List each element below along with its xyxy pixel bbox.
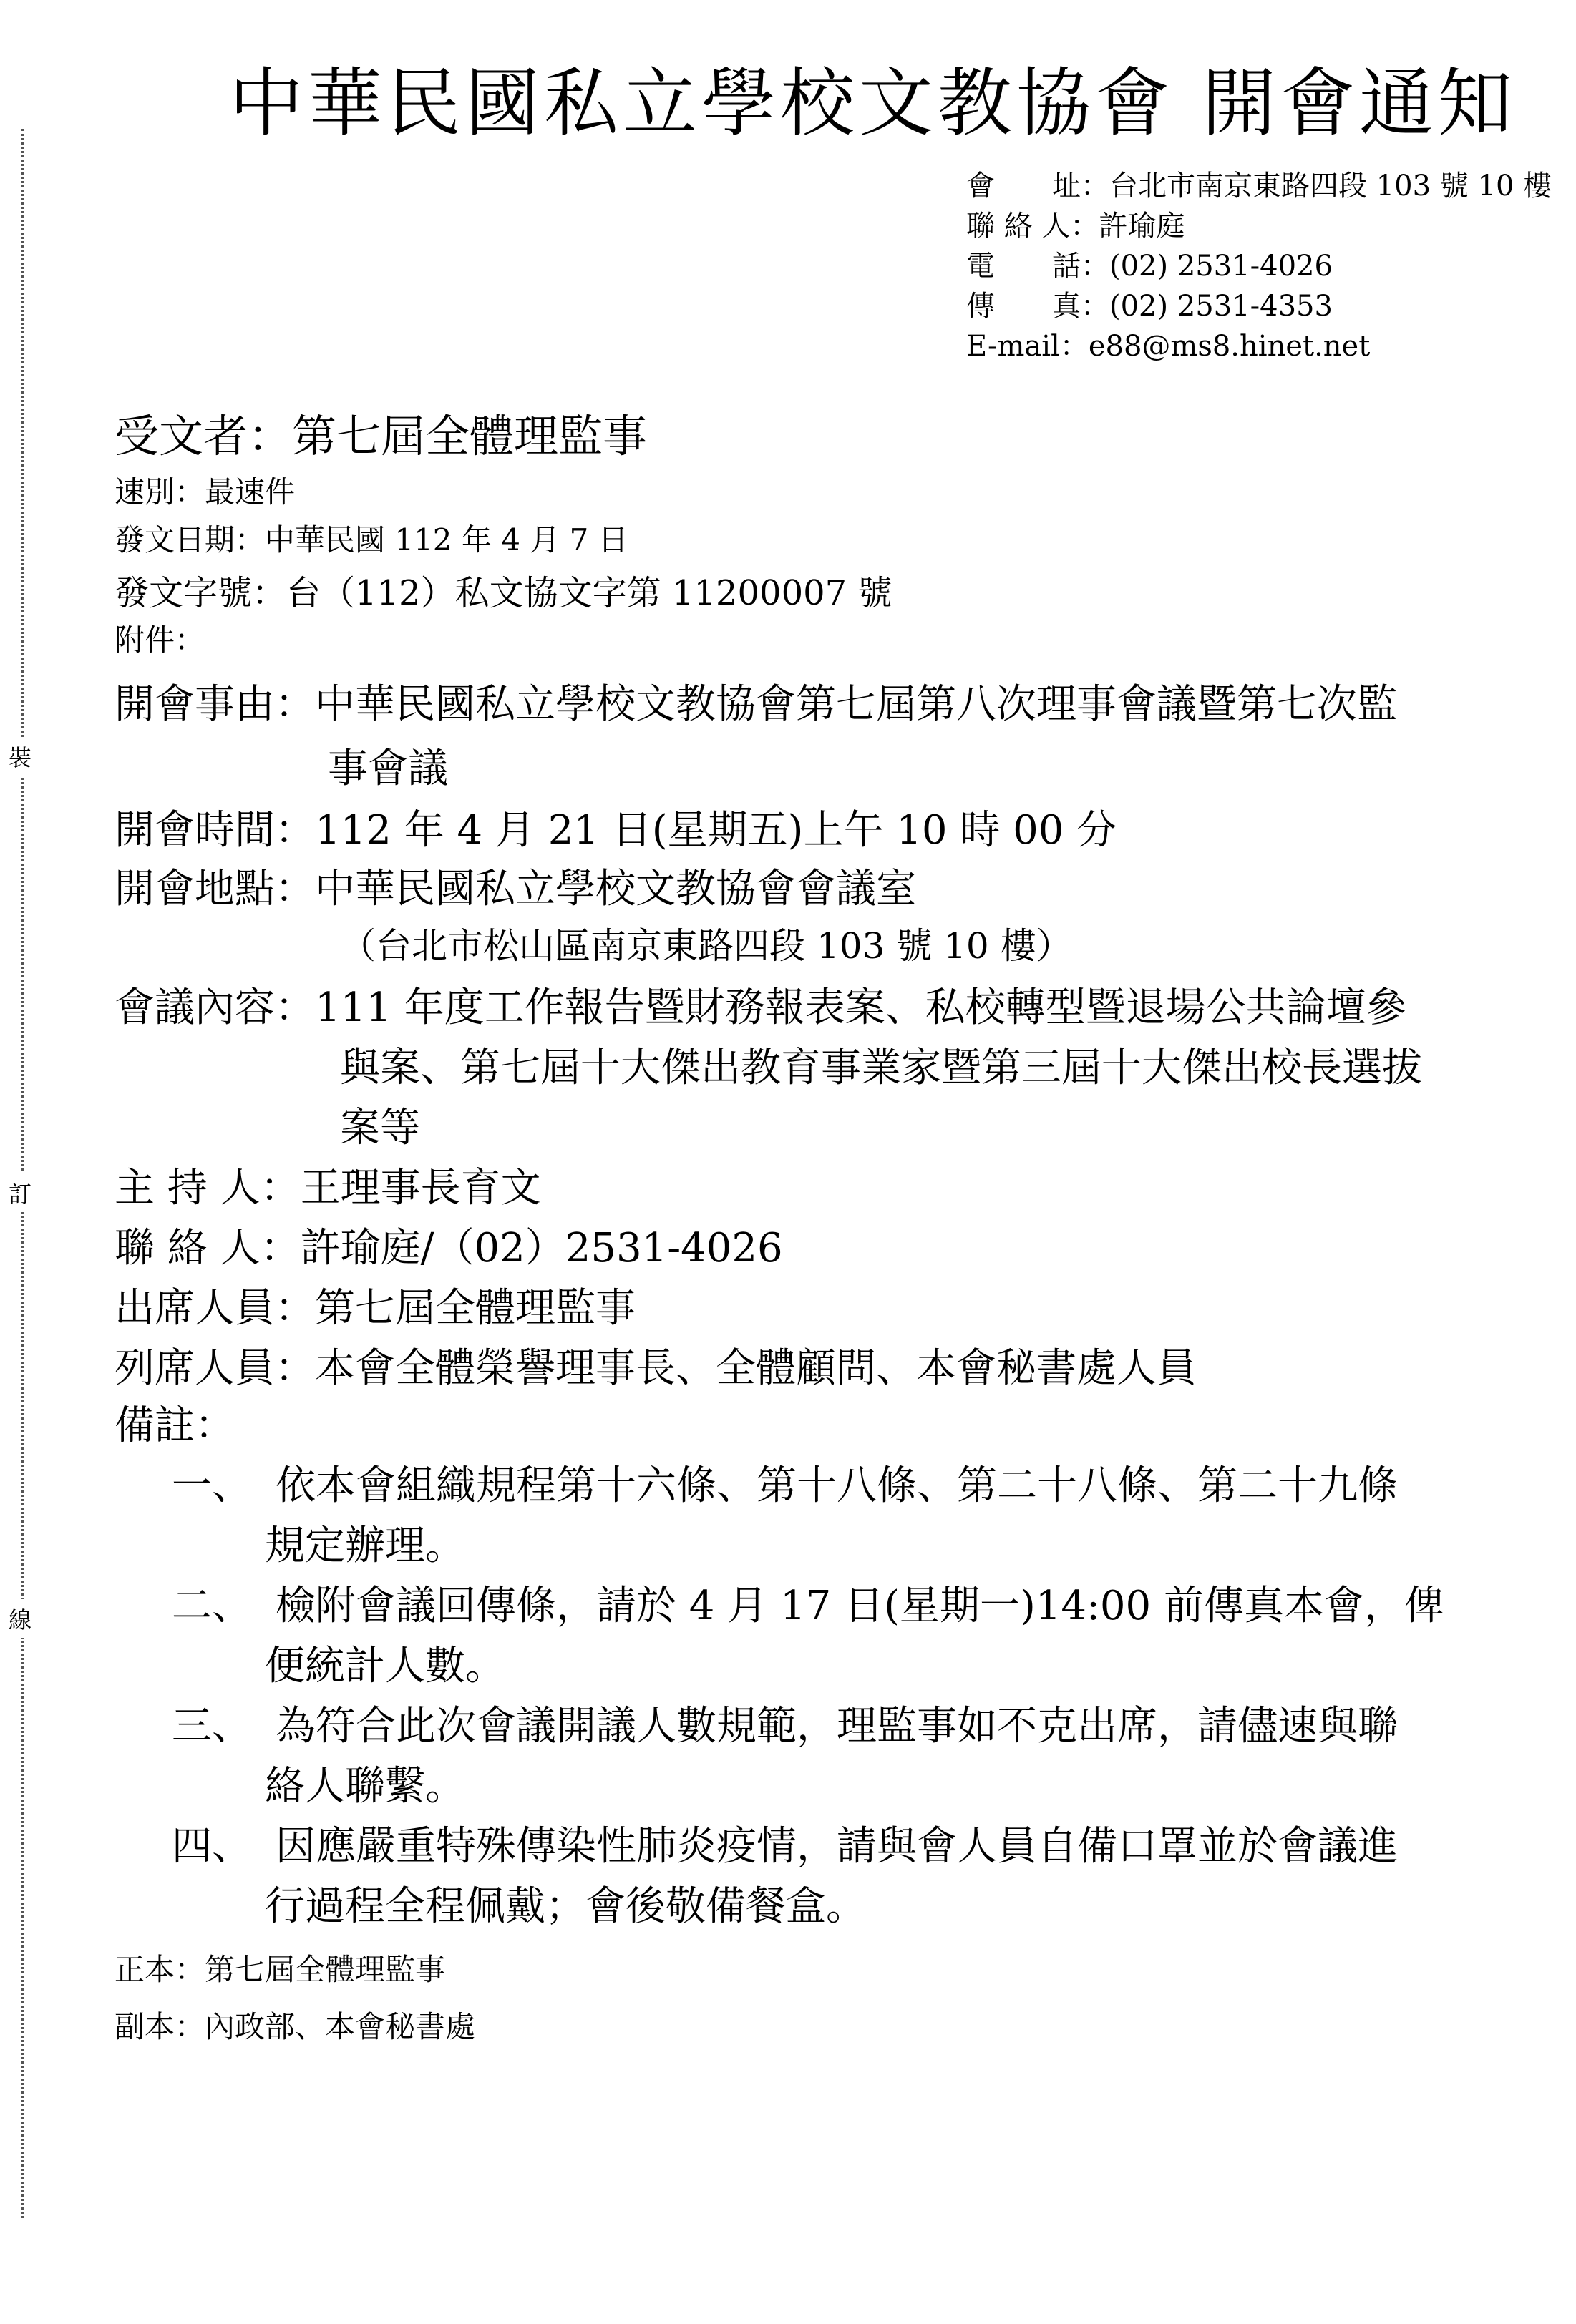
field-contact-person: 聯 絡 人：許瑜庭/（02）2531-4026	[115, 1225, 783, 1271]
binding-label-ding: 訂	[9, 1173, 31, 1212]
meta-date: 發文日期：中華民國 112 年 4 月 7 日	[115, 522, 628, 557]
note-text: 因應嚴重特殊傳染性肺炎疫情，請與會人員自備口罩並於會議進	[276, 1823, 1398, 1870]
field-reason: 開會事由：中華民國私立學校文教協會第七屆第八次理事會議暨第七次監	[115, 681, 1397, 728]
field-remarks-label: 備註：	[115, 1402, 235, 1449]
binding-label-zhuang: 裝	[9, 737, 31, 776]
meta-doc-no: 發文字號：台（112）私文協文字第 11200007 號	[115, 573, 892, 613]
note-text: 依本會組織規程第十六條、第十八條、第二十八條、第二十九條	[276, 1463, 1398, 1509]
field-reason-cont: 事會議	[328, 746, 448, 792]
note-number: 一、	[172, 1463, 252, 1509]
footer-copy: 副本：內政部、本會秘書處	[115, 2009, 476, 2044]
contact-fax: 傳 真：(02) 2531-4353	[966, 290, 1333, 323]
note-text-cont: 行過程全程佩戴；會後敬備餐盒。	[265, 1883, 866, 1930]
note-number: 三、	[172, 1703, 252, 1749]
note-text-cont: 絡人聯繫。	[265, 1763, 465, 1810]
footer-original: 正本：第七屆全體理監事	[115, 1952, 446, 1987]
field-observers: 列席人員：本會全體榮譽理事長、全體顧問、本會秘書處人員	[115, 1345, 1197, 1392]
binding-label-xian: 線	[9, 1599, 31, 1638]
contact-phone: 電 話：(02) 2531-4026	[966, 250, 1333, 283]
note-number: 四、	[172, 1823, 252, 1870]
note-number: 二、	[172, 1583, 252, 1629]
note-text-cont: 便統計人數。	[265, 1643, 505, 1689]
contact-address: 會 址：台北市南京東路四段 103 號 10 樓	[966, 170, 1552, 202]
field-attendees: 出席人員：第七屆全體理監事	[115, 1285, 636, 1332]
contact-person: 聯 絡 人：許瑜庭	[966, 210, 1185, 243]
field-place-address: （台北市松山區南京東路四段 103 號 10 樓）	[340, 925, 1072, 967]
field-content: 會議內容：111 年度工作報告暨財務報表案、私校轉型暨退場公共論壇參	[115, 985, 1406, 1031]
field-place: 開會地點：中華民國私立學校文教協會會議室	[115, 866, 916, 912]
field-host: 主 持 人：王理事長育文	[115, 1165, 541, 1211]
field-content-cont1: 與案、第七屆十大傑出教育事業家暨第三屆十大傑出校長選拔	[340, 1045, 1422, 1091]
meta-attachment: 附件：	[115, 622, 205, 658]
page-title: 中華民國私立學校文教協會 開會通知	[229, 59, 1517, 147]
contact-email: E-mail：e88@ms8.hinet.net	[966, 330, 1371, 363]
note-text: 檢附會議回傳條，請於 4 月 17 日(星期一)14:00 前傳真本會，俾	[276, 1583, 1444, 1629]
field-content-cont2: 案等	[340, 1105, 420, 1151]
recipient: 受文者：第七屆全體理監事	[115, 410, 648, 462]
meta-speed: 速別：最速件	[115, 474, 296, 509]
note-text: 為符合此次會議開議人數規範，理監事如不克出席，請儘速與聯	[276, 1703, 1398, 1749]
note-text-cont: 規定辦理。	[265, 1523, 465, 1569]
field-time: 開會時間：112 年 4 月 21 日(星期五)上午 10 時 00 分	[115, 807, 1117, 854]
